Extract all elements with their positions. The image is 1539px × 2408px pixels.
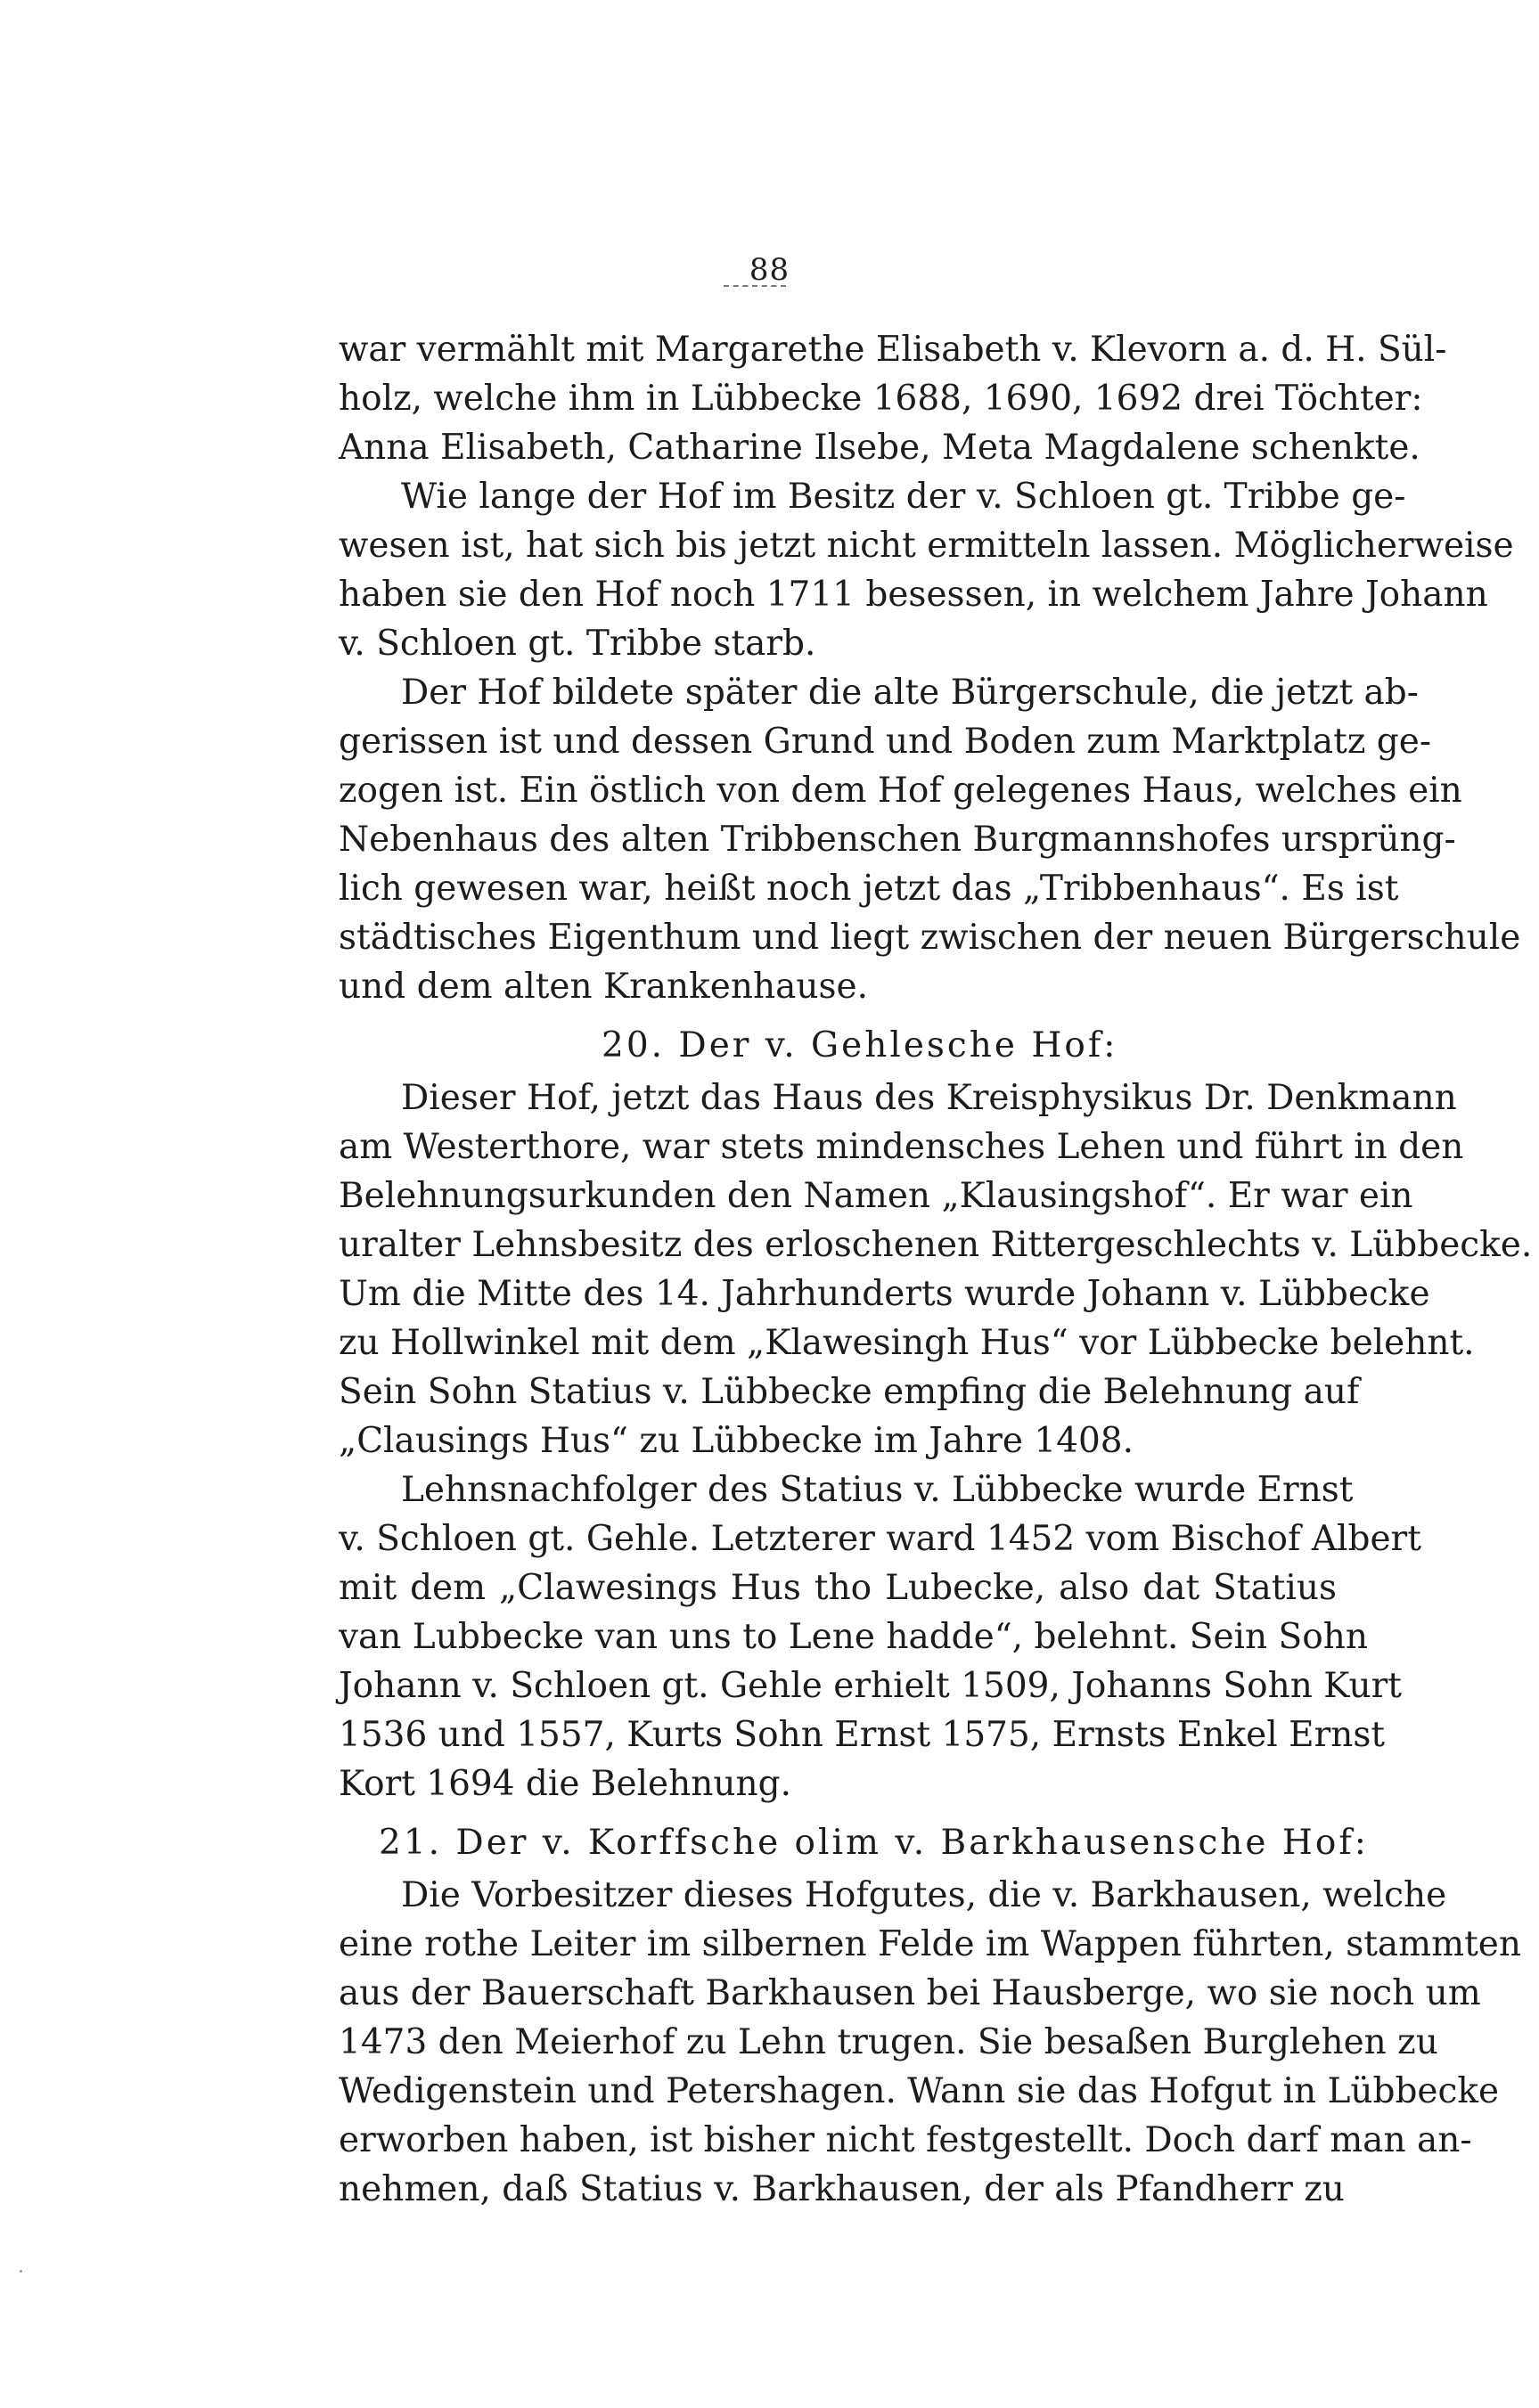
text-line: war vermählt mit Margarethe Elisabeth v. Klevorn a. d. H. Sül-	[339, 330, 1447, 370]
text-line: uralter Lehnsbesitz des erloschenen Rittergeschlechts v. Lübbecke.	[339, 1225, 1533, 1265]
text-line: eine rothe Leiter im silbernen Felde im Wappen führten, stammten	[339, 1924, 1521, 1964]
text-line: am Westerthore, war stets mindensches Lehen und führt in den	[339, 1127, 1464, 1167]
text-line: aus der Bauerschaft Barkhausen bei Hausberge, wo sie noch um	[339, 1973, 1481, 2013]
section-20	[339, 1018, 1533, 1808]
text-line: wesen ist, hat sich bis jetzt nicht ermitteln lassen. Möglicherweise	[339, 526, 1514, 566]
text-line: Kort 1694 die Belehnung.	[339, 1764, 791, 1804]
text-line: „Clausings Hus“ zu Lübbecke im Jahre 1408.	[339, 1421, 1134, 1461]
text-line: 1473 den Meierhof zu Lehn trugen. Sie besaßen Burglehen zu	[339, 2022, 1438, 2062]
text-line: Anna Elisabeth, Catharine Ilsebe, Meta Magdalene schenkte.	[339, 428, 1420, 468]
section-gap	[339, 1808, 1337, 1816]
text-line: Johann v. Schloen gt. Gehle erhielt 1509, Johanns Sohn Kurt	[339, 1666, 1402, 1706]
paragraph-intro-2	[339, 472, 1514, 668]
text-line: holz, welche ihm in Lübbecke 1688, 1690, 1692 drei Töchter:	[339, 379, 1423, 419]
text-line: Die Vorbesitzer dieses Hofgutes, die v. Barkhausen, welche	[401, 1875, 1447, 1915]
text-line: mit dem „Clawesings Hus tho Lubecke, also dat Statius	[339, 1568, 1337, 1608]
text-line: zogen ist. Ein östlich von dem Hof gelegenes Haus, welches ein	[339, 771, 1462, 811]
text-line: 1536 und 1557, Kurts Sohn Ernst 1575, Ernsts Enkel Ernst	[339, 1715, 1386, 1755]
text-line: Der Hof bildete später die alte Bürgerschule, die jetzt ab-	[401, 673, 1419, 713]
text-line: nehmen, daß Statius v. Barkhausen, der als Pfandherr zu	[339, 2169, 1345, 2209]
text-line: Dieser Hof, jetzt das Haus des Kreisphysikus Dr. Denkmann	[401, 1078, 1457, 1118]
section-21	[339, 1816, 1521, 2214]
text-line: Belehnungsurkunden den Namen „Klausingshof“. Er war ein	[339, 1176, 1413, 1216]
text-line: haben sie den Hof noch 1711 besessen, in welchem Jahre Johann	[339, 575, 1488, 615]
paragraph-21-1	[339, 1871, 1521, 2214]
text-line: städtisches Eigenthum und liegt zwischen der neuen Bürgerschule	[339, 918, 1521, 958]
paragraph-20-1	[339, 1073, 1533, 1465]
section-gap	[339, 1011, 1337, 1018]
text-line: zu Hollwinkel mit dem „Klawesingh Hus“ vor Lübbecke belehnt.	[339, 1323, 1475, 1363]
text-line: und dem alten Krankenhause.	[339, 967, 868, 1007]
page-number-rule	[724, 285, 786, 287]
text-line: van Lubbecke van uns to Lene hadde“, belehnt. Sein Sohn	[339, 1617, 1368, 1657]
text-line: Um die Mitte des 14. Jahrhunderts wurde Johann v. Lübbecke	[339, 1274, 1430, 1314]
text-line: v. Schloen gt. Tribbe starb.	[339, 624, 816, 664]
text-line: Lehnsnachfolger des Statius v. Lübbecke wurde Ernst	[401, 1470, 1354, 1510]
paragraph-20-2	[339, 1465, 1421, 1808]
page-number: 88	[749, 252, 790, 288]
text-line: v. Schloen gt. Gehle. Letzterer ward 1452 vom Bischof Albert	[339, 1519, 1421, 1559]
text-line: Nebenhaus des alten Tribbenschen Burgmannshofes ursprüng-	[339, 820, 1456, 860]
paragraph-intro-1	[339, 325, 1447, 472]
text-line: Wie lange der Hof im Besitz der v. Schloen gt. Tribbe ge-	[401, 477, 1406, 517]
text-line: Wedigenstein und Petershagen. Wann sie das Hofgut in Lübbecke	[339, 2071, 1500, 2111]
section-heading: 20. Der v. Gehlesche Hof:	[602, 1025, 1118, 1065]
page-body	[339, 325, 1533, 2214]
paragraph-intro-3	[339, 668, 1521, 1011]
text-line: gerissen ist und dessen Grund und Boden zum Marktplatz ge-	[339, 722, 1432, 762]
section-heading: 21. Der v. Korffsche olim v. Barkhausensche Hof:	[379, 1823, 1369, 1863]
text-line: Sein Sohn Statius v. Lübbecke empfing die Belehnung auf	[339, 1372, 1360, 1412]
scan-speck	[20, 2270, 22, 2273]
text-line: lich gewesen war, heißt noch jetzt das „Tribbenhaus“. Es ist	[339, 869, 1399, 909]
text-line: erworben haben, ist bisher nicht festgestellt. Doch darf man an-	[339, 2120, 1472, 2160]
